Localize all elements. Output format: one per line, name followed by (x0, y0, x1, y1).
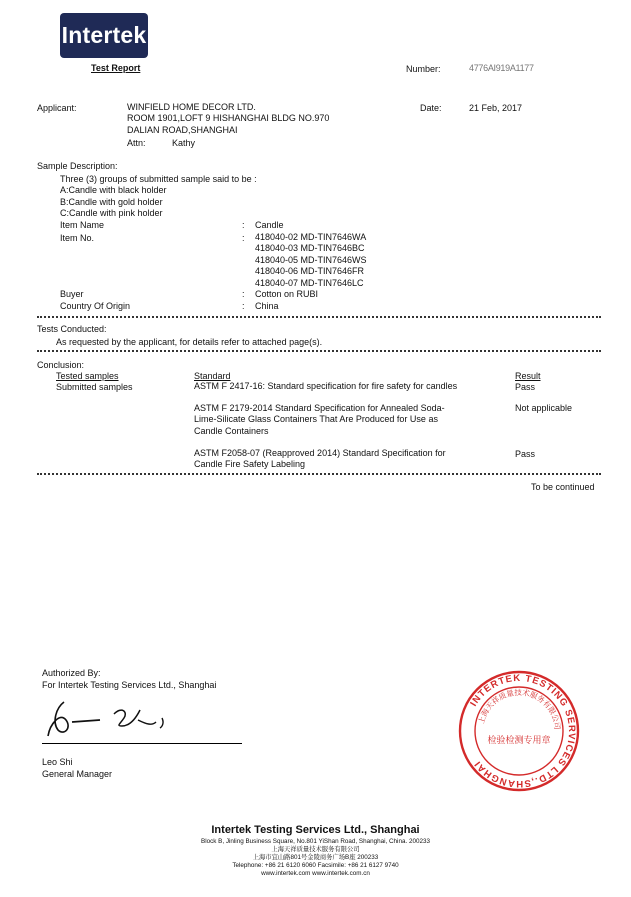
applicant-line: WINFIELD HOME DECOR LTD. (127, 102, 256, 112)
attn-value: Kathy (172, 138, 196, 148)
standard-line: ASTM F2058-07 (Reapproved 2014) Standard Specification for (194, 448, 446, 458)
standard-line: ASTM F 2179-2014 Standard Specification for Annealed Soda- (194, 403, 445, 413)
dotted-divider (37, 316, 601, 318)
to-be-continued: To be continued (531, 482, 595, 492)
seal-center-text: 检验检测专用章 (487, 736, 551, 746)
standard-line: ASTM F 2417-16: Standard specification for fire safety for candles (194, 381, 458, 391)
footer-line: 上海市宜山路801号金陵商务广场B座 200233 (252, 854, 379, 861)
tests-label: Tests Conducted: (37, 324, 107, 334)
col-result: Result (515, 371, 541, 381)
authorized-label: Authorized By: (42, 668, 101, 678)
sample-group: B:Candle with gold holder (60, 196, 163, 207)
standard-line: Candle Fire Safety Labeling (194, 459, 306, 470)
footer-line: 上海天祥质量技术服务有限公司 (271, 846, 360, 853)
sample-groups (60, 174, 257, 220)
row-sample: Submitted samples (56, 382, 133, 392)
row-standard (194, 448, 446, 471)
signer-name: Leo Shi (42, 757, 73, 767)
report-title: Test Report (91, 63, 141, 73)
colon: : (242, 301, 245, 311)
dotted-divider (37, 473, 601, 475)
applicant-label: Applicant: (37, 103, 77, 113)
dotted-divider (37, 350, 601, 352)
signature (42, 696, 182, 742)
item-no: 418040-05 MD-TIN7646WS (255, 254, 367, 265)
attn-label: Attn: (127, 138, 146, 148)
buyer-label: Buyer (60, 289, 84, 299)
logo-text: Intertek (61, 22, 147, 48)
row-result: Not applicable (515, 403, 573, 413)
seal-inner-text: 上海天祥质量技术服务有限公司 (476, 687, 563, 731)
colon: : (242, 220, 245, 230)
row-standard (194, 403, 445, 437)
colon: : (242, 233, 245, 243)
item-no-list (255, 232, 367, 289)
number-label: Number: (406, 64, 441, 74)
origin-label: Country Of Origin (60, 301, 131, 311)
row-result: Pass (515, 449, 536, 459)
standard-line: Lime-Silicate Glass Containers That Are Produced for Use as (194, 414, 438, 425)
item-no-label: Item No. (60, 233, 95, 243)
footer-title: Intertek Testing Services Ltd., Shanghai (211, 824, 420, 836)
row-standard (194, 381, 457, 392)
sample-group: C:Candle with pink holder (60, 208, 163, 219)
row-result: Pass (515, 382, 536, 392)
colon: : (242, 289, 245, 299)
conclusion-label: Conclusion: (37, 360, 85, 370)
item-name-value: Candle (255, 220, 284, 230)
origin-value: China (255, 301, 279, 311)
applicant-line: DALIAN ROAD,SHANGHAI (127, 124, 238, 135)
item-name-label: Item Name (60, 220, 105, 230)
authorized-org: For Intertek Testing Services Ltd., Shanghai (42, 680, 217, 690)
number-value: 4776AI919A1177 (469, 63, 534, 73)
col-tested-samples: Tested samples (56, 371, 119, 381)
item-no: 418040-07 MD-TIN7646LC (255, 277, 364, 288)
sample-label: Sample Description: (37, 161, 118, 171)
signature-line (42, 743, 242, 744)
applicant-line: ROOM 1901,LOFT 9 HISHANGHAI BLDG NO.970 (127, 113, 330, 124)
col-standard: Standard (194, 371, 231, 381)
tests-text: As requested by the applicant, for details refer to attached page(s). (56, 337, 323, 347)
buyer-value: Cotton on RUBI (255, 289, 319, 299)
sample-group: A:Candle with black holder (60, 185, 167, 196)
standard-line: Candle Containers (194, 425, 269, 436)
footer-line: www.intertek.com www.intertek.com.cn (261, 870, 370, 877)
seal-outer-text: INTERTEK TESTING SERVICES LTD.,SHANGHAI (468, 672, 578, 790)
footer-line: Telephone: +86 21 6120 6060 Facsimile: +86 21 6127 9740 (232, 862, 399, 869)
item-no: 418040-03 MD-TIN7646BC (255, 243, 365, 254)
signer-title: General Manager (42, 769, 113, 779)
date-label: Date: (420, 103, 442, 113)
footer-line: Block B, Jinling Business Square, No.801 YiShan Road, Shanghai, China. 200233 (201, 838, 430, 845)
intertek-logo (60, 13, 148, 58)
date-value: 21 Feb, 2017 (469, 103, 523, 113)
company-seal (457, 669, 581, 793)
item-no: 418040-02 MD-TIN7646WA (255, 232, 367, 242)
sample-intro: Three (3) groups of submitted sample said to be : (60, 174, 257, 184)
item-no: 418040-06 MD-TIN7646FR (255, 266, 365, 277)
applicant-address (127, 102, 329, 136)
